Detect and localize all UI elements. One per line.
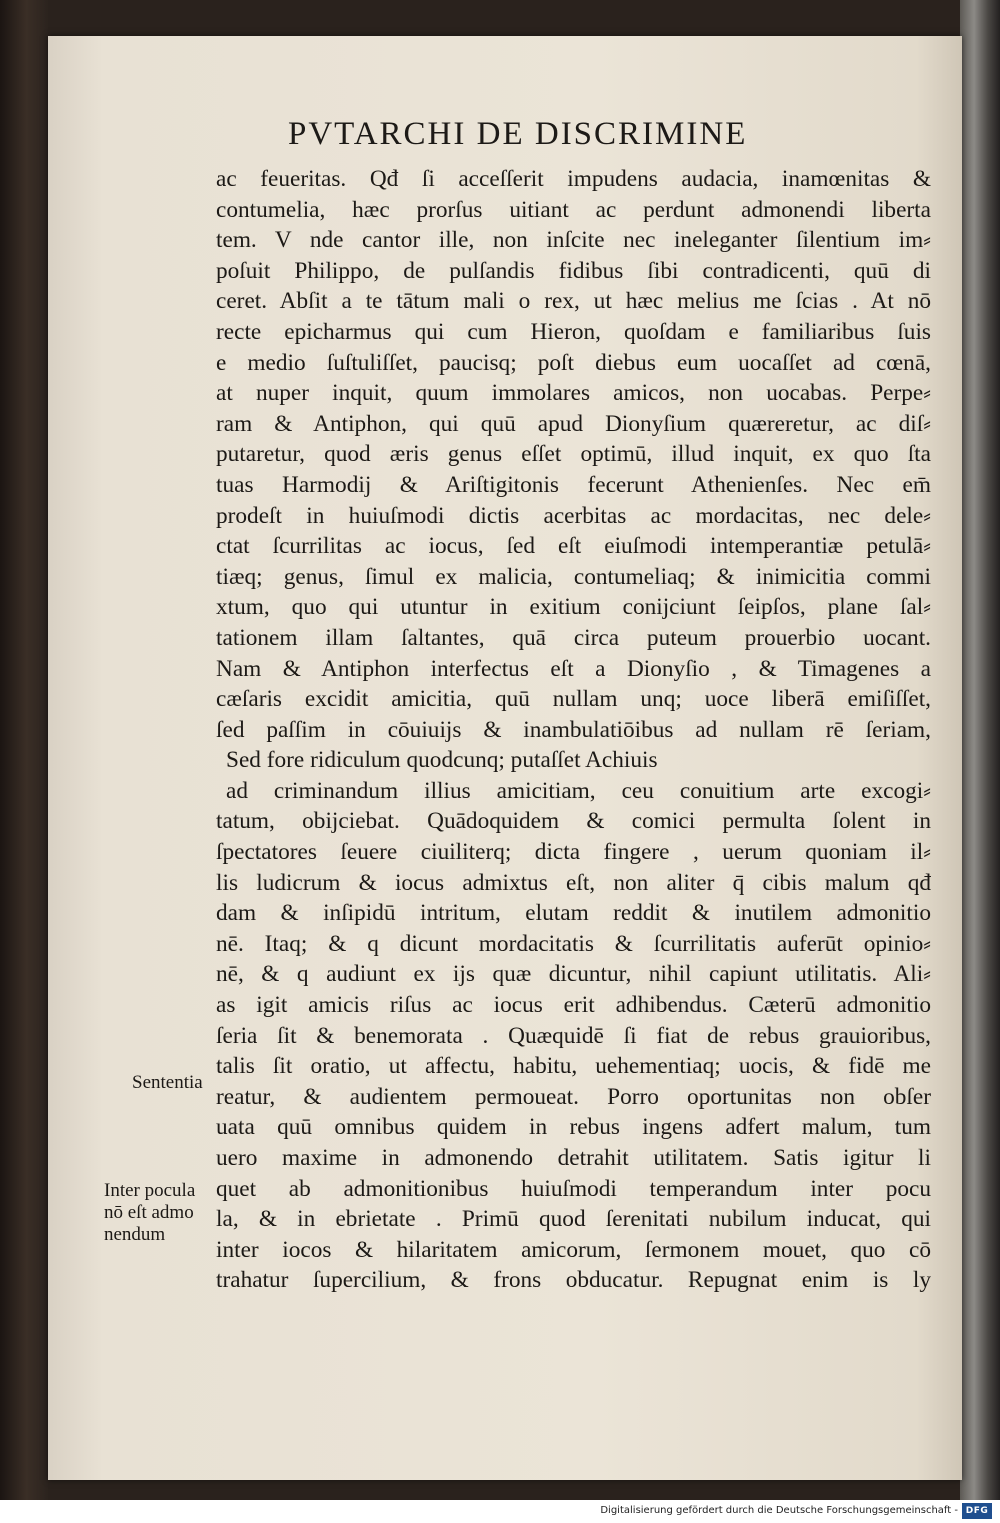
margin-note-sententia: Sententia (132, 1072, 203, 1093)
text-line: tem. V nde cantor ille, non inſcite nec ineleganter ſilentium im⸗ (216, 227, 931, 254)
text-line-verse: Sed fore ridiculum quodcunq; putaſſet Achiuis (226, 747, 658, 774)
footer-bar (0, 1500, 1000, 1523)
text-line: as igit amicis riſus ac iocus erit adhibendus. Cæterū admonitio (216, 992, 931, 1019)
margin-note-line: Inter pocula (104, 1180, 196, 1201)
text-line: prodeſt in huiuſmodi dictis acerbitas ac mordacitas, nec dele⸗ (216, 502, 931, 529)
text-line: ſpectatores ſeuere ciuiliterq; dicta fingere , uerum quoniam il⸗ (216, 839, 931, 866)
text-line: putaretur, quod æris genus eſſet optimū, illud inquit, ex quo ſta (216, 441, 931, 468)
text-line: trahatur ſupercilium, & frons obducatur. Repugnat enim is ly (216, 1267, 931, 1294)
text-line: at nuper inquit, quum immolares amicos, non uocabas. Perpe⸗ (216, 380, 931, 407)
text-line: xtum, quo qui utuntur in exitium conijciunt ſeipſos, plane ſal⸗ (216, 594, 931, 621)
text-line: e medio ſuſtuliſſet, paucisq; poſt diebus eum uocaſſet ad cœnā, (216, 349, 931, 376)
text-line: tationem illam ſaltantes, quā circa puteum prouerbio uocant. (216, 624, 931, 651)
text-line: recte epicharmus qui cum Hieron, quoſdam e familiaribus ſuis (216, 318, 931, 345)
text-line: contumelia, hæc prorſus uitiant ac perdunt admonendi liberta (216, 196, 931, 223)
margin-note-line: nendum (104, 1224, 166, 1245)
text-line: tiæq; genus, ſimul ex malicia, contumeliaq; & inimicitia commi (216, 563, 931, 590)
body-text (216, 164, 931, 1296)
text-line: la, & in ebrietate . Primū quod ſerenitati nubilum inducat, qui (216, 1206, 931, 1233)
margin-note-inter-pocula (104, 1180, 195, 1246)
text-line: nē, & q audiunt ex ijs quæ dicuntur, nihil capiunt utilitatis. Ali⸗ (216, 961, 931, 988)
text-line: tatum, obijciebat. Quādoquidem & comici permulta ſolent in (216, 808, 931, 835)
text-line: nē. Itaq; & q dicunt mordacitatis & ſcurrilitatis auferūt opinio⸗ (216, 930, 931, 957)
text-line: tuas Harmodij & Ariſtigitonis fecerunt Athenienſes. Nec em̄ (216, 471, 931, 498)
text-line: quet ab admonitionibus huiuſmodi temperandum inter pocu (216, 1175, 931, 1202)
text-line: ad criminandum illius amicitiam, ceu conuitium arte excogi⸗ (226, 777, 931, 804)
text-line: Nam & Antiphon interfectus eſt a Dionyſio , & Timagenes a (216, 655, 931, 682)
text-line: ſeria ſit & benemorata . Quæquidē ſi fiat de rebus grauioribus, (216, 1022, 931, 1049)
text-line: ceret. Abſit a te tātum mali o rex, ut hæc melius me ſcias . At nō (216, 288, 931, 315)
text-line: uero maxime in admonendo detrahit utilitatem. Satis igitur li (216, 1145, 931, 1171)
text-line: lis ludicrum & iocus admixtus eſt, non aliter q̄ cibis malum qđ (216, 869, 931, 896)
text-line: ctat ſcurrilitas ac iocus, ſed eſt eiuſmodi intemperantiæ petulā⸗ (216, 533, 931, 560)
text-line: inter iocos & hilaritatem amicorum, ſermonem mouet, quo cō (216, 1236, 931, 1263)
book-binding-right (960, 0, 1000, 1500)
text-line: ram & Antiphon, qui quū apud Dionyſium quæreretur, ac diſ⸗ (216, 410, 931, 437)
text-line: reatur, & audientem permoueat. Porro oportunitas non obſer (216, 1083, 931, 1110)
running-head: PVTARCHI DE DISCRIMINE (288, 116, 748, 152)
text-line: ac feueritas. Qđ ſi acceſſerit impudens audacia, inamœnitas & (216, 166, 931, 192)
book-page (48, 36, 962, 1480)
text-line: ſed paſſim in cōuiuijs & inambulatiōibus ad nullam rē ſeriam, (216, 716, 931, 743)
text-line: cæſaris excidit amicitia, quū nullam unq; uoce liberā emiſiſſet, (216, 686, 931, 713)
funding-credit: Digitalisierung gefördert durch die Deutsche Forschungsgemeinschaft - (600, 1505, 958, 1516)
text-line: talis ſit oratio, ut affectu, habitu, uehementiaq; uocis, & fidē me (216, 1053, 931, 1080)
text-line: uata quū omnibus quidem in rebus ingens adfert malum, tum (216, 1114, 931, 1141)
book-binding-left (0, 0, 48, 1500)
dfg-logo[interactable]: DFG (962, 1503, 992, 1519)
text-line: poſuit Philippo, de pulſandis fidibus ſibi contradicenti, quū di (216, 257, 931, 284)
text-line: dam & inſipidū intritum, elutam reddit & inutilem admonitio (216, 900, 931, 927)
margin-note-line: nō eſt admo (104, 1202, 194, 1223)
